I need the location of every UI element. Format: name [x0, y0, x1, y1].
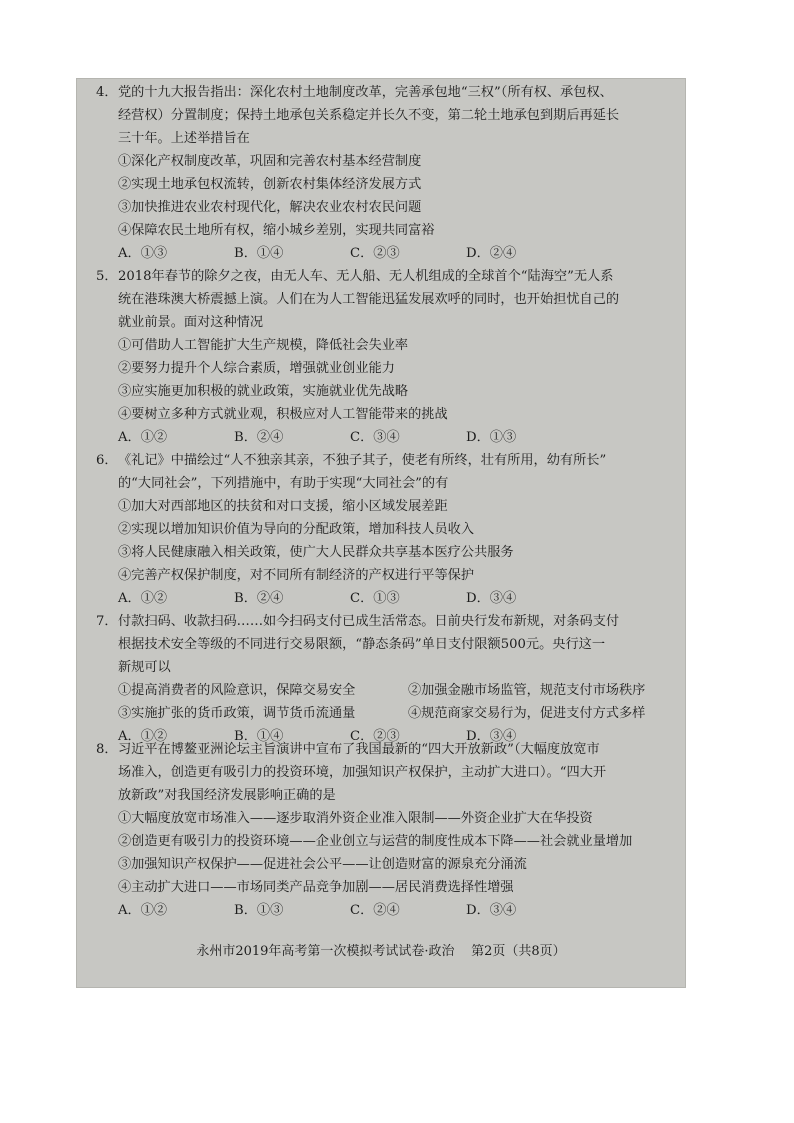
question-number: 8．	[96, 742, 118, 757]
option-statement: ④完善产权保护制度，对不同所有制经济的产权进行平等保护	[118, 568, 475, 583]
question-stem-line: 新规可以	[118, 660, 171, 675]
answer-choices	[118, 245, 678, 263]
option-statement: ④规范商家交易行为，促进支付方式多样	[408, 706, 646, 721]
question-stem-line: 2018年春节的除夕之夜，由无人车、无人船、无人机组成的全球首个“陆海空”无人系	[118, 269, 614, 284]
choice-d: D．③④	[466, 729, 517, 744]
question-stem-line: 统在港珠澳大桥震撼上演。人们在为人工智能迅猛发展欢呼的同时，也开始担忧自己的	[118, 292, 620, 307]
choice-b: B．②④	[234, 430, 284, 445]
option-statement: ①提高消费者的风险意识，保障交易安全	[118, 683, 356, 698]
question-stem-line: 习近平在博鳌亚洲论坛主旨演讲中宣布了我国最新的“四大开放新政”（大幅度放宽市	[118, 742, 600, 757]
choice-a: A．①②	[118, 729, 168, 744]
option-statement: ②要努力提升个人综合素质，增强就业创业能力	[118, 361, 395, 376]
option-statement: ③实施扩张的货币政策，调节货币流通量	[118, 706, 356, 721]
option-statement: ②实现土地承包权流转，创新农村集体经济发展方式	[118, 177, 422, 192]
option-statement: ②加强金融市场监管，规范支付市场秩序	[408, 683, 646, 698]
option-statement: ②创造更有吸引力的投资环境——企业创立与运营的制度性成本下降——社会就业量增加	[118, 834, 633, 849]
option-statement: ②实现以增加知识价值为导向的分配政策，增加科技人员收入	[118, 522, 475, 537]
answer-choices	[118, 902, 678, 920]
choice-b: B．①④	[234, 729, 284, 744]
footer-page-number: 第2页（共8页）	[471, 944, 566, 959]
option-statement: ①可借助人工智能扩大生产规模，降低社会失业率	[118, 338, 409, 353]
choice-b: B．①④	[234, 246, 284, 261]
choice-b: B．①③	[234, 903, 284, 918]
option-statement: ④主动扩大进口——市场同类产品竞争加剧——居民消费选择性增强	[118, 880, 514, 895]
choice-b: B．②④	[234, 591, 284, 606]
answer-choices	[118, 429, 678, 447]
question-number: 7．	[96, 614, 118, 629]
choice-c: C．①③	[350, 591, 400, 606]
option-statement: ③加快推进农业农村现代化，解决农业农村农民问题	[118, 200, 422, 215]
question-stem-line: 根据技术安全等级的不同进行交易限额，“静态条码”单日支付限额500元。央行这一	[118, 637, 606, 652]
option-statement: ①加大对西部地区的扶贫和对口支援，缩小区域发展差距	[118, 499, 448, 514]
option-statement: ③应实施更加积极的就业政策，实施就业优先战略	[118, 384, 409, 399]
question-number: 6．	[96, 453, 118, 468]
question-stem-line: 的“大同社会”，下列措施中，有助于实现“大同社会”的有	[118, 476, 449, 491]
question-stem-line: 就业前景。面对这种情况	[118, 315, 264, 330]
option-statement: ①深化产权制度改革，巩固和完善农村基本经营制度	[118, 154, 422, 169]
option-statement: ④要树立多种方式就业观，积极应对人工智能带来的挑战	[118, 407, 448, 422]
option-statement: ①大幅度放宽市场准入——逐步取消外资企业准入限制——外资企业扩大在华投资	[118, 811, 593, 826]
question-stem-line: 党的十九大报告指出：深化农村土地制度改革，完善承包地“三权”（所有权、承包权、	[118, 85, 613, 100]
question-stem-line: 《礼记》中描绘过“人不独亲其亲，不独子其子，使老有所终，壮有所用，幼有所长”	[118, 453, 607, 468]
choice-a: A．①③	[118, 246, 168, 261]
option-statement: ③加强知识产权保护——促进社会公平——让创造财富的源泉充分涌流	[118, 857, 527, 872]
question-stem-line: 付款扫码、收款扫码……如今扫码支付已成生活常态。日前央行发布新规，对条码支付	[118, 614, 620, 629]
choice-d: D．①③	[466, 430, 517, 445]
page-footer	[76, 940, 686, 959]
footer-title: 永州市2019年高考第一次模拟考试试卷·政治	[196, 944, 455, 959]
question-stem-line: 场准入，创造更有吸引力的投资环境，加强知识产权保护，主动扩大进口）。“四大开	[118, 765, 607, 780]
choice-a: A．①②	[118, 591, 168, 606]
choice-d: D．②④	[466, 246, 517, 261]
choice-d: D．③④	[466, 591, 517, 606]
choice-a: A．①②	[118, 430, 168, 445]
choice-c: C．②③	[350, 729, 400, 744]
question-number: 5．	[96, 269, 118, 284]
choice-c: C．②④	[350, 903, 400, 918]
scanned-exam-page	[76, 78, 686, 988]
option-statement: ③将人民健康融入相关政策，使广大人民群众共享基本医疗公共服务	[118, 545, 514, 560]
option-statement: ④保障农民土地所有权，缩小城乡差别，实现共同富裕	[118, 223, 435, 238]
answer-choices	[118, 590, 678, 608]
choice-a: A．①②	[118, 903, 168, 918]
question-stem-line: 放新政”对我国经济发展影响正确的是	[118, 788, 336, 803]
question-stem-line: 经营权）分置制度；保持土地承包关系稳定并长久不变，第二轮土地承包到期后再延长	[118, 108, 620, 123]
choice-d: D．③④	[466, 903, 517, 918]
choice-c: C．②③	[350, 246, 400, 261]
choice-c: C．③④	[350, 430, 400, 445]
question-stem-line: 三十年。上述举措旨在	[118, 131, 250, 146]
question-number: 4．	[96, 85, 118, 100]
